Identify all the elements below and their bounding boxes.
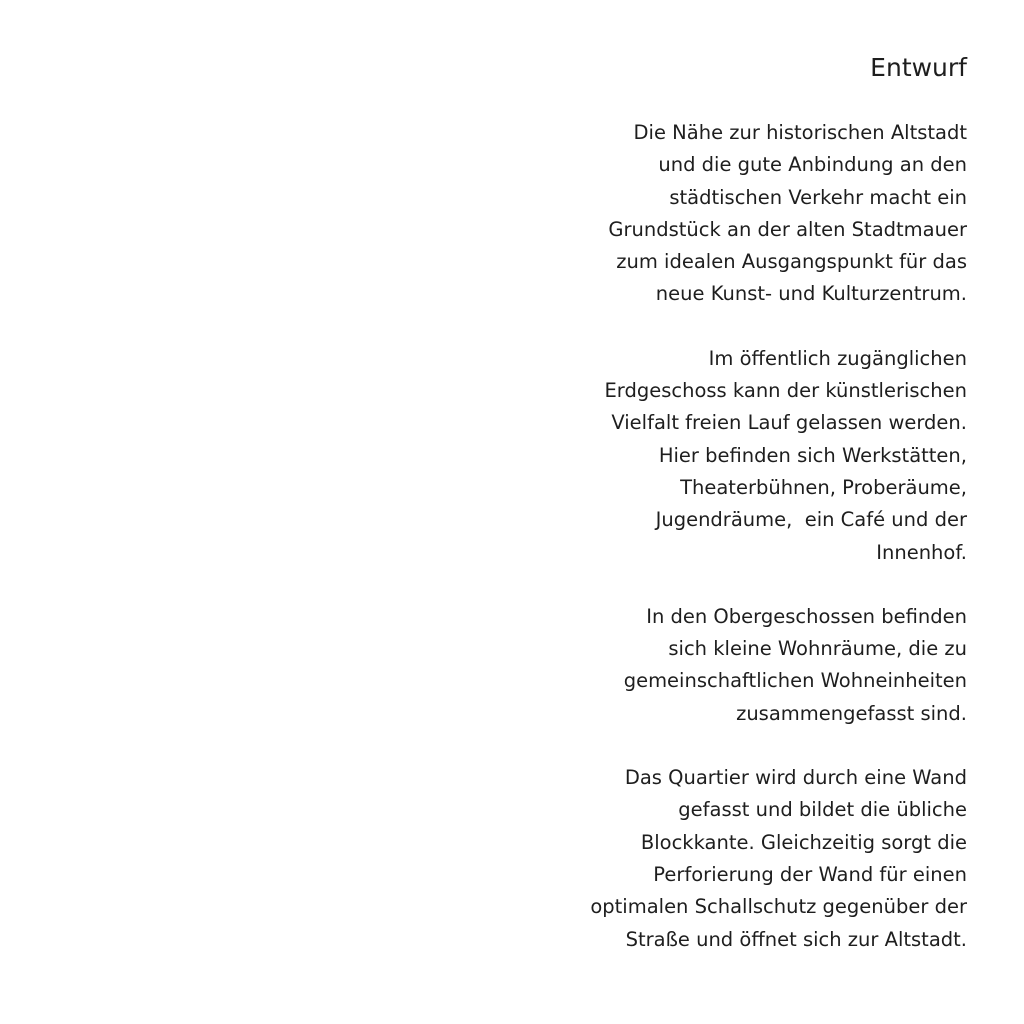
text-line: optimalen Schallschutz gegenüber der [590,895,967,919]
text-line: Straße und öffnet sich zur Altstadt. [625,927,967,951]
text-line: gefasst und bildet die übliche [678,798,967,822]
page-title: Entwurf [870,53,967,82]
text-line: Vielfalt freien Lauf gelassen werden. [611,411,967,435]
text-line: neue Kunst- und Kulturzentrum. [655,282,967,306]
text-line: Grundstück an der alten Stadtmauer [608,217,967,241]
text-line: Innenhof. [876,540,967,564]
text-line: sich kleine Wohnräume, die zu [668,637,967,661]
text-line: Erdgeschoss kann der künstlerischen [604,379,967,403]
text-line: Jugendräume, ein Café und der [655,508,967,532]
text-line: Blockkante. Gleichzeitig sorgt die [640,830,967,854]
text-line: Die Nähe zur historischen Altstadt [633,121,967,144]
paragraph-location [497,117,967,311]
text-line: und die gute Anbindung an den [658,153,967,177]
text-line: Theaterbühnen, Proberäume, [680,475,967,499]
paragraph-wall [497,762,967,956]
text-line: Im öffentlich zugänglichen [708,346,967,370]
text-line: städtischen Verkehr macht ein [669,185,967,209]
text-line: In den Obergeschossen befinden [646,604,967,628]
text-line: Hier befinden sich Werkstätten, [658,443,967,467]
text-line: gemeinschaftlichen Wohneinheiten [623,669,967,693]
text-line: Das Quartier wird durch eine Wand [624,766,967,790]
paragraph-ground-floor [497,343,967,569]
text-line: zusammengefasst sind. [736,701,967,725]
paragraph-upper-floors [497,601,967,730]
body-text [497,117,967,988]
text-line: zum idealen Ausgangspunkt für das [616,250,967,274]
text-line: Perforierung der Wand für einen [653,862,967,886]
